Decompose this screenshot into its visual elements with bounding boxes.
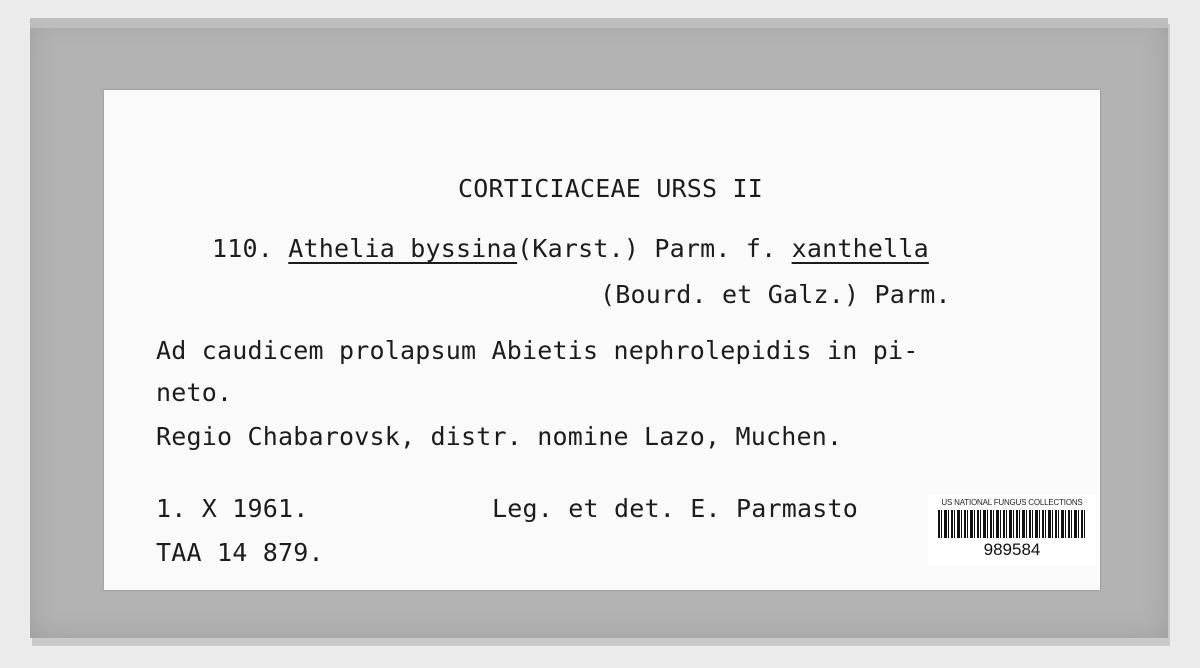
collection-date: 1. X 1961. bbox=[156, 494, 309, 523]
folder-edge bbox=[30, 18, 1168, 28]
taxon-name: Athelia byssina bbox=[288, 234, 518, 263]
forma-authority: (Bourd. et Galz.) Parm. bbox=[600, 280, 951, 309]
barcode-number: 989584 bbox=[983, 540, 1041, 559]
label-heading: CORTICIACEAE URSS II bbox=[458, 174, 764, 203]
herbarium-number: TAA 14 879. bbox=[156, 538, 324, 567]
barcode-bars bbox=[938, 510, 1086, 538]
substrate-line-1: Ad caudicem prolapsum Abietis nephrolepidis in pi- bbox=[156, 336, 919, 365]
substrate-line-2: neto. bbox=[156, 378, 233, 407]
locality-line: Regio Chabarovsk, distr. nomine Lazo, Muchen. bbox=[156, 422, 843, 451]
barcode-label bbox=[928, 494, 1096, 566]
taxon-authority: (Karst.) Parm. f. bbox=[517, 234, 792, 263]
entry-number: 110. bbox=[212, 234, 274, 263]
barcode-header: US NATIONAL FUNGUS COLLECTIONS bbox=[941, 498, 1083, 507]
taxon-forma: xanthella bbox=[791, 234, 929, 263]
taxon-line bbox=[212, 234, 929, 264]
collector-line: Leg. et det. E. Parmasto bbox=[492, 494, 859, 523]
